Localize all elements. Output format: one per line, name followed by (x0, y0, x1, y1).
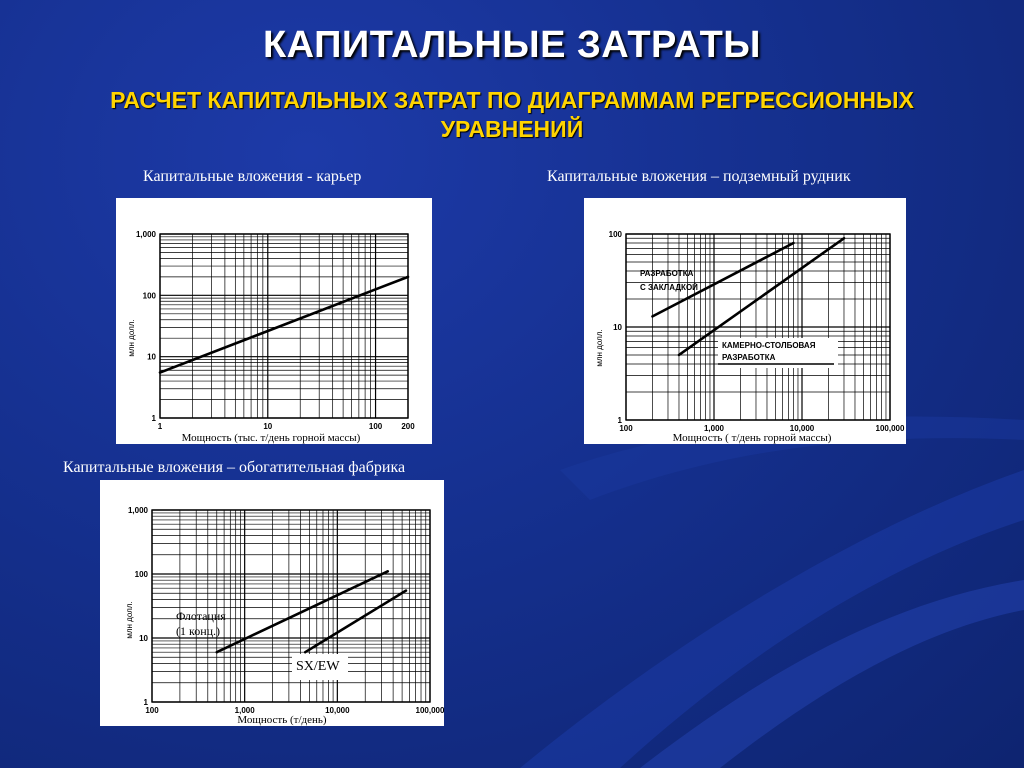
open_pit-xtick-label: 1 (157, 422, 163, 431)
caption-underground: Капитальные вложения – подземный рудник (547, 168, 851, 185)
chart-underground-svg (584, 198, 906, 444)
concentrator-xtick-label: 1,000 (234, 706, 255, 715)
caption-concentrator: Капитальные вложения – обогатительная фабрика (63, 459, 406, 476)
open_pit-xtick-label: 100 (368, 422, 383, 431)
concentrator-xtick-label: 10,000 (325, 706, 350, 715)
slide-subtitle (40, 86, 984, 144)
chart-underground (584, 198, 906, 444)
concentrator-series-label-0: Флотация (176, 609, 226, 623)
underground-ytick-label: 10 (613, 323, 622, 332)
chart-underground-ylabel: млн долл. (595, 329, 604, 367)
subtitle-line-1: РАСЧЕТ КАПИТАЛЬНЫХ ЗАТРАТ ПО ДИАГРАММАМ РЕГРЕССИОННЫХ (110, 87, 914, 113)
underground-series-label-0: С ЗАКЛАДКОЙ (640, 283, 698, 292)
subtitle-line-2: УРАВНЕНИЙ (440, 116, 584, 142)
underground-ytick-label: 1 (617, 416, 622, 425)
underground-xtick-label: 1,000 (703, 424, 725, 433)
open_pit-ytick-label: 100 (142, 291, 156, 301)
open_pit-ytick-label: 1 (151, 414, 156, 423)
concentrator-xtick-label: 100 (145, 706, 159, 715)
open_pit-xtick-label: 10 (263, 422, 273, 431)
underground-series-line-0 (652, 243, 793, 316)
chart-open-pit (116, 198, 432, 444)
underground-xtick-label: 100,000 (875, 424, 905, 433)
concentrator-series-label-1: SX/EW (296, 659, 340, 674)
concentrator-ytick-label: 100 (134, 570, 148, 579)
chart-open-pit-ylabel: млн долл. (127, 319, 136, 357)
underground-ytick-label: 100 (608, 230, 622, 239)
chart-open-pit-svg (116, 198, 432, 444)
open_pit-xtick-label: 200 (401, 422, 415, 431)
concentrator-ytick-label: 1,000 (127, 506, 148, 515)
concentrator-plot-frame (152, 510, 430, 702)
concentrator-series-line-1 (305, 591, 406, 653)
underground-series-label-0: РАЗРАБОТКА (640, 269, 694, 278)
concentrator-series-label-0: (1 конц.) (176, 624, 221, 638)
chart-underground-xlabel: Мощность ( т/день горной массы) (672, 432, 832, 444)
chart-concentrator (100, 480, 444, 726)
chart-concentrator-xlabel: Мощность (т/день) (237, 714, 327, 726)
concentrator-ytick-label: 1 (143, 698, 148, 707)
concentrator-series-line-0 (217, 571, 388, 652)
open_pit-ytick-label: 10 (147, 352, 156, 362)
caption-open-pit: Капитальные вложения - карьер (143, 168, 362, 185)
underground-series-label-1: РАЗРАБОТКА (722, 353, 776, 362)
chart-concentrator-grid (152, 510, 430, 702)
concentrator-xtick-label: 100,000 (415, 706, 444, 715)
concentrator-ytick-label: 10 (139, 634, 148, 643)
chart-open-pit-xlabel: Мощность (тыс. т/день горной массы) (181, 432, 361, 444)
underground-series-label-1: КАМЕРНО-СТОЛБОВАЯ (722, 341, 816, 350)
slide-title: КАПИТАЛЬНЫЕ ЗАТРАТЫ (262, 24, 762, 66)
underground-xtick-label: 10,000 (789, 424, 815, 433)
underground-xtick-label: 100 (619, 424, 633, 433)
chart-concentrator-ylabel: млн долл. (125, 601, 134, 639)
chart-concentrator-svg (100, 480, 444, 726)
open_pit-ytick-label: 1,000 (135, 230, 156, 239)
underground-series-line-1 (679, 238, 844, 355)
